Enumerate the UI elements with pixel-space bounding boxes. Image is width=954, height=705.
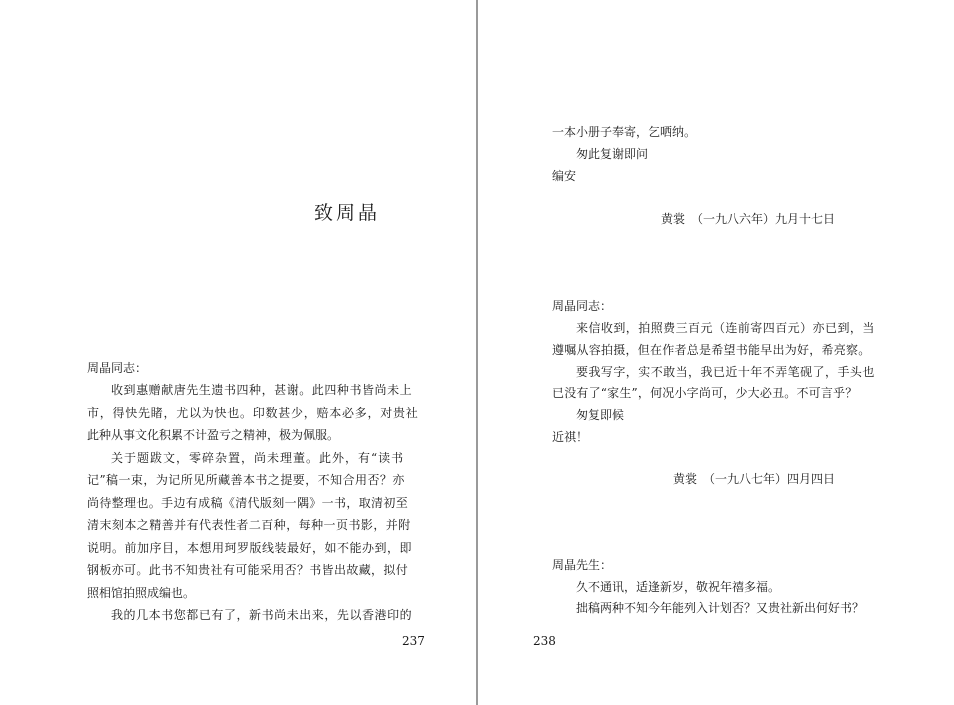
left-page <box>0 0 476 705</box>
closing-line: 匆复即候 <box>576 408 625 422</box>
salutation: 周晶先生： <box>552 558 613 572</box>
body-line: 记”稿一束，为记所见所藏善本书之提要，不知合用否？亦 <box>87 473 405 487</box>
body-line: 尚待整理也。手边有成稿《清代版刻一隅》一书，取清初至 <box>87 496 409 510</box>
right-page <box>478 0 954 705</box>
body-line: 清末刻本之精善并有代表性者二百种，每种一页书影，并附 <box>87 518 411 532</box>
signature-date: 黄裳 （一九八七年）四月四日 <box>673 472 836 486</box>
body-line: 我的几本书您都已有了，新书尚未出来，先以香港印的 <box>111 608 413 622</box>
closing-line: 编安 <box>552 169 577 183</box>
page-number: 237 <box>402 634 425 648</box>
body-line: 来信收到，拍照费三百元（连前寄四百元）亦已到，当 <box>576 321 875 335</box>
body-line: 遵嘱从容拍摄，但在作者总是希望书能早出为好，希亮察。 <box>552 343 871 357</box>
body-line: 收到惠赠献唐先生遗书四种，甚谢。此四种书皆尚未上 <box>111 383 413 397</box>
body-line: 关于题跋文，零碎杂置，尚未理董。此外，有“读书 <box>111 451 405 465</box>
page-number: 238 <box>533 634 556 648</box>
salutation: 周晶同志： <box>87 361 148 375</box>
closing-line: 近祺！ <box>552 430 589 444</box>
body-line: 拙稿两种不知今年能列入计划否？又贵社新出何好书？ <box>576 601 865 615</box>
body-line: 市，得快先睹，尤以为快也。印数甚少，赔本必多，对贵社 <box>87 406 419 420</box>
closing-line: 匆此复谢即问 <box>576 147 649 161</box>
body-line: 已没有了“家生”，何况小字尚可，少大必丑。不可言乎？ <box>552 386 858 400</box>
body-line: 要我写字，实不敢当，我已近十年不弄笔砚了，手头也 <box>576 365 875 379</box>
body-line: 说明。前加序目，本想用珂罗版线装最好，如不能办到，即 <box>87 541 413 555</box>
body-line: 照相馆拍照成编也。 <box>87 586 196 600</box>
salutation: 周晶同志： <box>552 299 613 313</box>
body-line: 一本小册子奉寄，乞哂纳。 <box>552 125 697 139</box>
signature-date: 黄裳 （一九八六年）九月十七日 <box>661 212 836 226</box>
body-line: 钢板亦可。此书不知贵社有可能采用否？书皆出故藏，拟付 <box>87 563 409 577</box>
body-line: 此种从事文化积累不计盈亏之精神，极为佩服。 <box>87 428 340 442</box>
body-line: 久不通讯，适逢新岁，敬祝年禧多福。 <box>576 580 781 594</box>
chapter-title: 致周晶 <box>314 202 381 224</box>
